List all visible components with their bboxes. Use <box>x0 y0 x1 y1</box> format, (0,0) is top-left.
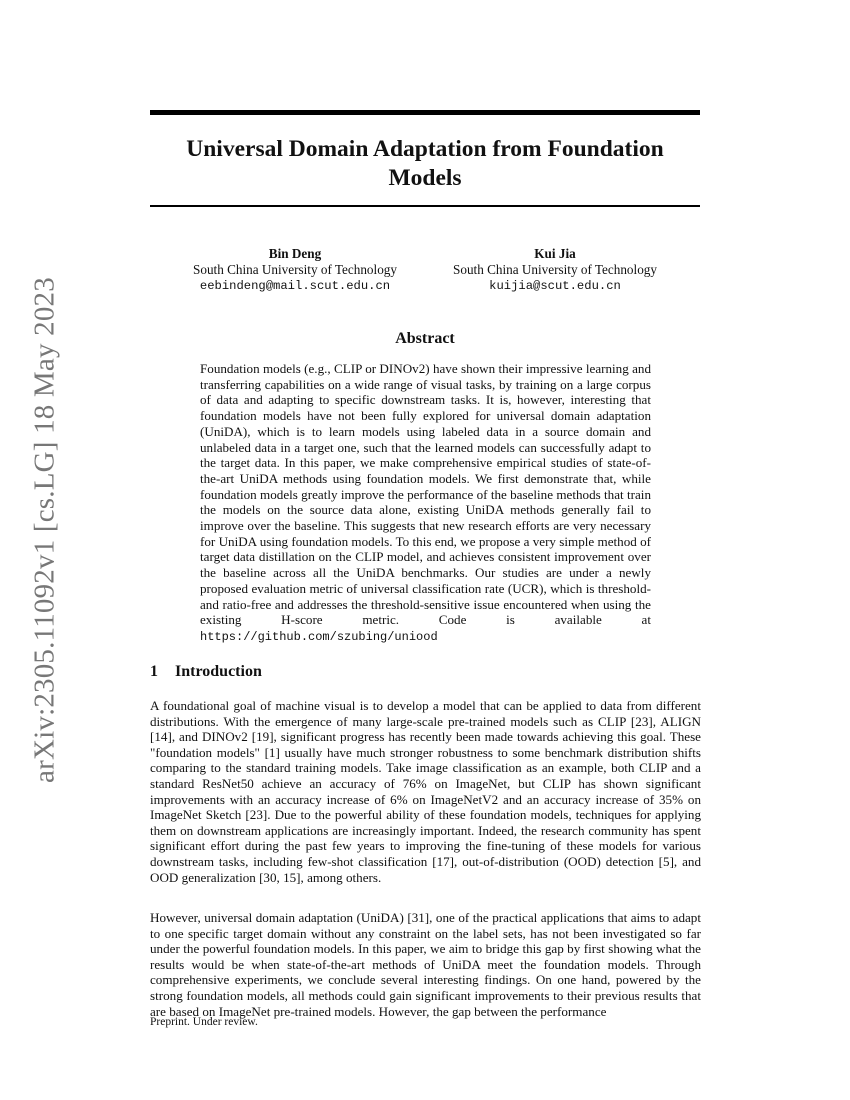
arxiv-identifier: arXiv:2305.11092v1 [cs.LG] 18 May 2023 <box>28 277 61 783</box>
author-affiliation: South China University of Technology <box>193 262 397 277</box>
paper-title: Universal Domain Adaptation from Foundation Models <box>186 136 664 191</box>
section-title: Introduction <box>175 663 262 680</box>
intro-paragraph-1: A foundational goal of machine visual is to develop a model that can be applied to data from different distributions. With the emergence of many large-scale pre-trained models such as CLIP [23], ALIGN [14], and DINOv2 [19], significant progress has recently been made towards achieving this goal. These "foundation models" [1] usually have much stronger robustness to some benchmark distribution shifts comparing to the standard training models. Take image classification as an example, both CLIP and a standard ResNet50 achieve an accuracy of 76% on ImageNet, but CLIP has shown significant improvements with an accuracy increase of 6% on ImageNetV2 and an accuracy increase of 35% on ImageNet Sketch [23]. Due to the powerful ability of these foundation models, techniques for applying them on downstream applications are increasingly important. Indeed, the research community has spent significant effort during the past few years to improving the fine-tuning of these models for various downstream tasks, including few-shot classification [17], out-of-distribution (OOD) detection [5], and OOD generalization [30, 15], among others. <box>150 698 701 885</box>
section-number: 1 <box>150 663 158 680</box>
author-name: Kui Jia <box>534 246 576 261</box>
author-block-1 <box>170 246 420 294</box>
author-email: eebindeng@mail.scut.edu.cn <box>199 279 391 293</box>
section-heading <box>150 663 262 681</box>
code-link[interactable]: https://github.com/szubing/uniood <box>200 629 438 644</box>
author-affiliation: South China University of Technology <box>453 262 657 277</box>
author-name: Bin Deng <box>268 246 322 261</box>
title-bottom-rule <box>150 205 700 207</box>
arxiv-sidebar-stamp <box>22 277 68 783</box>
abstract-heading: Abstract <box>395 330 455 347</box>
title-top-rule <box>150 110 700 115</box>
author-email: kuijia@scut.edu.cn <box>489 279 621 293</box>
intro-paragraph-2: However, universal domain adaptation (UniDA) [31], one of the practical applications that aims to adapt to one specific target domain without any constraint on the label sets, has not been investigated so far under the powerful foundation models. In this paper, we aim to bridge this gap by first showing what the results would be when state-of-the-art methods of UniDA meet the foundation models. Through comprehensive experiments, we conclude several interesting findings. On one hand, powered by the strong foundation models, all methods could gain significant improvements to their previous results that are based on ImageNet pre-trained models. However, the gap between the performance <box>150 910 701 1019</box>
abstract-body <box>200 361 651 646</box>
author-block-2 <box>430 246 680 294</box>
footer-note: Preprint. Under review. <box>150 1016 258 1028</box>
abstract-text: Foundation models (e.g., CLIP or DINOv2) have shown their impressive learning and transferring capabilities on a wide range of visual tasks, by training on a large corpus of data and adapting to specific downstream tasks. It is, however, interesting that foundation models have not been fully explored for universal domain adaptation (UniDA), which is to learn models using labeled data in a source domain and unlabeled data in a target one, such that the learned models can successfully adapt to the target data. In this paper, we make comprehensive empirical studies of state-of-the-art UniDA methods using foundation models. We first demonstrate that, while foundation models greatly improve the performance of the baseline methods that train the models on the source data alone, existing UniDA methods generally fail to improve over the baseline. This suggests that new research efforts are very necessary for UniDA using foundation models. To this end, we propose a very simple method of target data distillation on the CLIP model, and achieves consistent improvement over the baseline across all the UniDA benchmarks. Our studies are under a newly proposed evaluation metric of universal classification rate (UCR), which is threshold- and ratio-free and addresses the threshold-sensitive issue encountered when using the existing H-score metric. Code is available at <box>200 361 651 628</box>
